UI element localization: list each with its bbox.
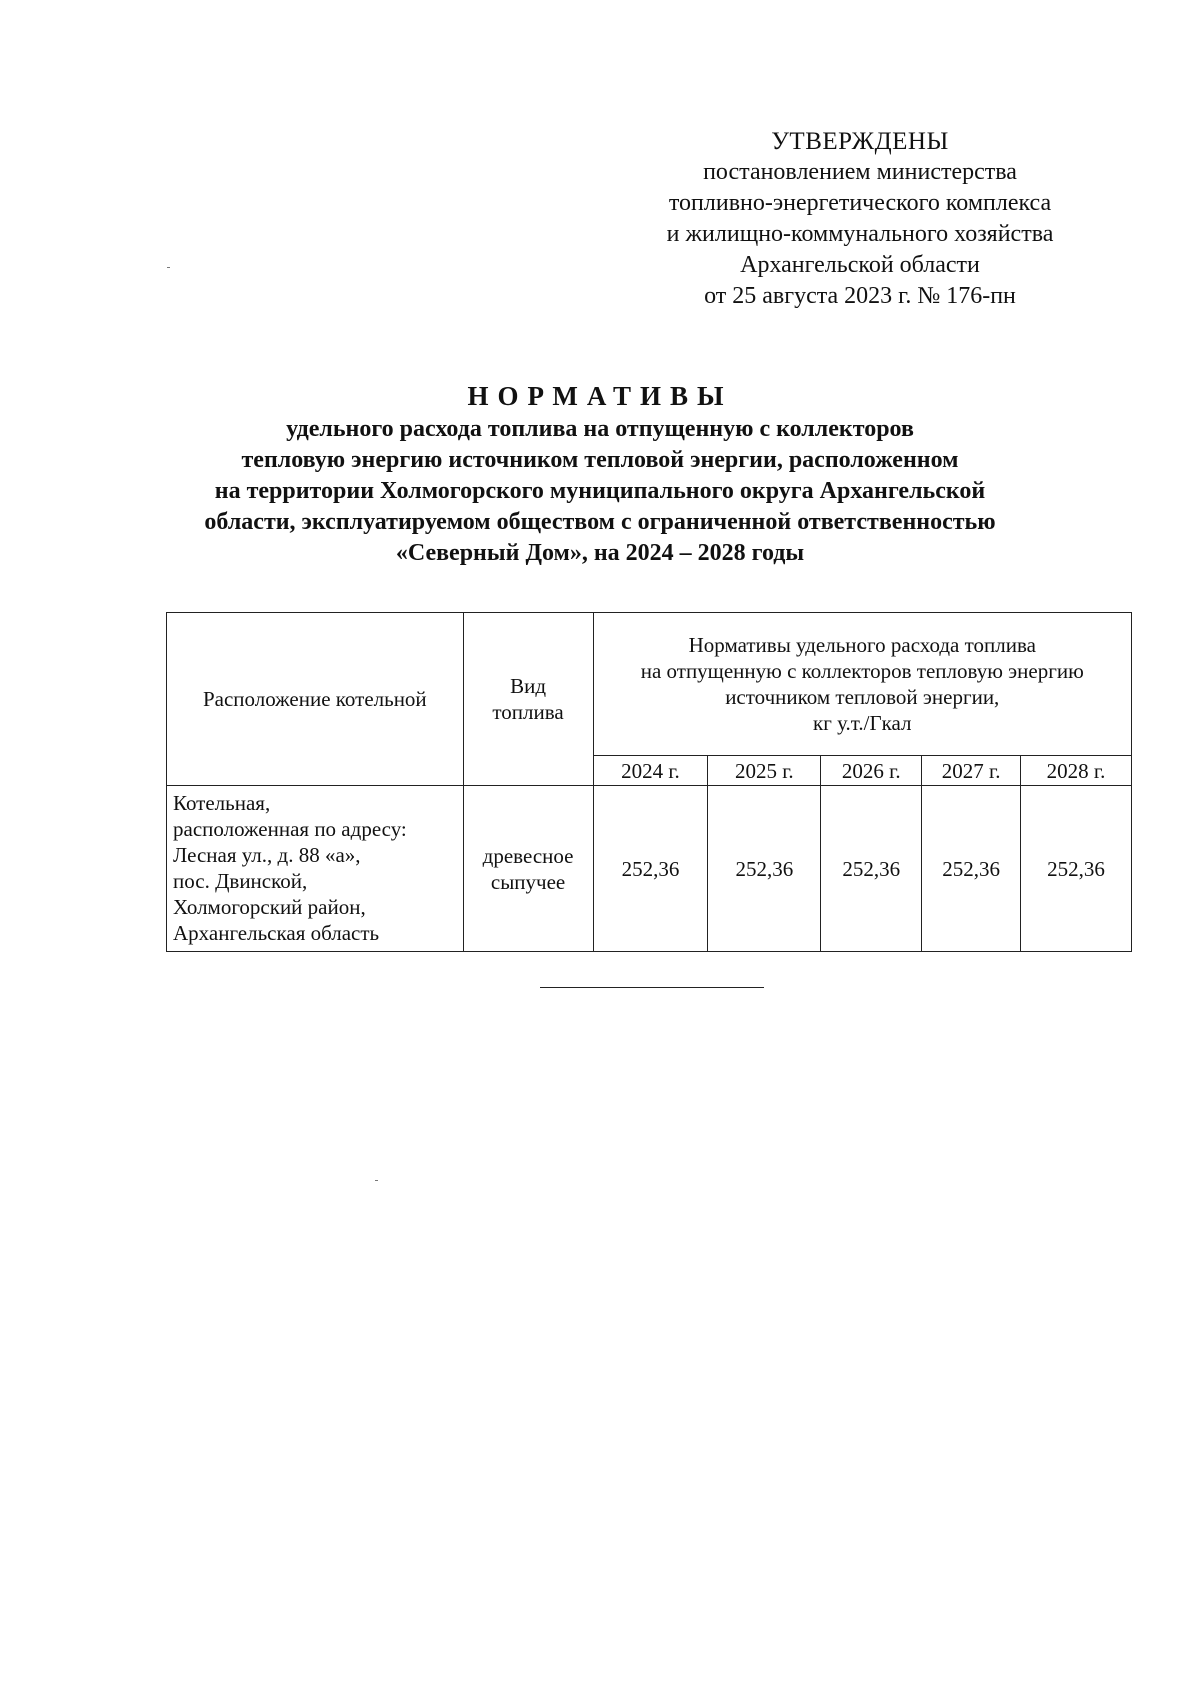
table-header-row: [167, 613, 1132, 756]
location-line: Котельная,: [173, 791, 271, 815]
header-norms-line: Нормативы удельного расхода топлива: [688, 633, 1036, 657]
approval-line: и жилищно-коммунального хозяйства: [666, 221, 1054, 247]
approval-line: топливно-энергетического комплекса: [668, 190, 1052, 216]
fuel-line: древесное: [482, 843, 574, 868]
approval-line: Архангельской области: [740, 252, 980, 278]
approval-line: постановлением министерства: [703, 159, 1017, 185]
cell-value: 252,36: [1021, 786, 1132, 952]
norms-table: [166, 612, 1132, 952]
document-title: [140, 378, 1060, 569]
header-year: 2028 г.: [1021, 756, 1132, 786]
cell-value: 252,36: [593, 786, 708, 952]
title-line: удельного расхода топлива на отпущенную с коллекторов: [286, 416, 914, 442]
location-line: Лесная ул., д. 88 «а»,: [173, 843, 361, 867]
cell-value: 252,36: [821, 786, 922, 952]
header-fuel-line: топлива: [492, 700, 564, 724]
header-year: 2024 г.: [593, 756, 708, 786]
title-line: области, эксплуатируемом обществом с ограниченной ответственностью: [204, 509, 996, 535]
title-line: на территории Холмогорского муниципального округа Архангельской: [214, 478, 986, 504]
header-fuel: [463, 613, 593, 786]
fuel-line: сыпучее: [490, 869, 566, 894]
header-year: 2027 г.: [922, 756, 1021, 786]
cell-fuel: [463, 786, 593, 952]
title-main: НОРМАТИВЫ: [467, 381, 733, 411]
title-line: тепловую энергию источником тепловой энергии, расположенном: [241, 447, 959, 473]
cell-value: 252,36: [922, 786, 1021, 952]
approval-heading: УТВЕРЖДЕНЫ: [771, 128, 949, 155]
cell-location: [167, 786, 464, 952]
header-year: 2026 г.: [821, 756, 922, 786]
location-line: пос. Двинской,: [173, 869, 308, 893]
header-norms-line: источником тепловой энергии,: [725, 685, 1000, 709]
header-norms-line: кг у.т./Гкал: [813, 711, 912, 735]
location-line: Холмогорский район,: [173, 895, 366, 919]
scan-speck: [375, 1180, 378, 1181]
header-location: Расположение котельной: [167, 613, 464, 786]
location-line: Архангельская область: [173, 921, 380, 945]
header-norms-line: на отпущенную с коллекторов тепловую энергию: [640, 659, 1084, 683]
table-row: [167, 786, 1132, 952]
approval-line: от 25 августа 2023 г. № 176-пн: [704, 283, 1016, 309]
header-year: 2025 г.: [708, 756, 821, 786]
end-divider: [540, 987, 764, 988]
cell-value: 252,36: [708, 786, 821, 952]
header-fuel-line: Вид: [510, 674, 547, 698]
title-line: «Северный Дом», на 2024 – 2028 годы: [395, 540, 805, 566]
location-line: расположенная по адресу:: [173, 817, 407, 841]
scan-speck: [167, 267, 170, 268]
header-norms: [593, 613, 1131, 756]
approval-block: [600, 126, 1120, 312]
